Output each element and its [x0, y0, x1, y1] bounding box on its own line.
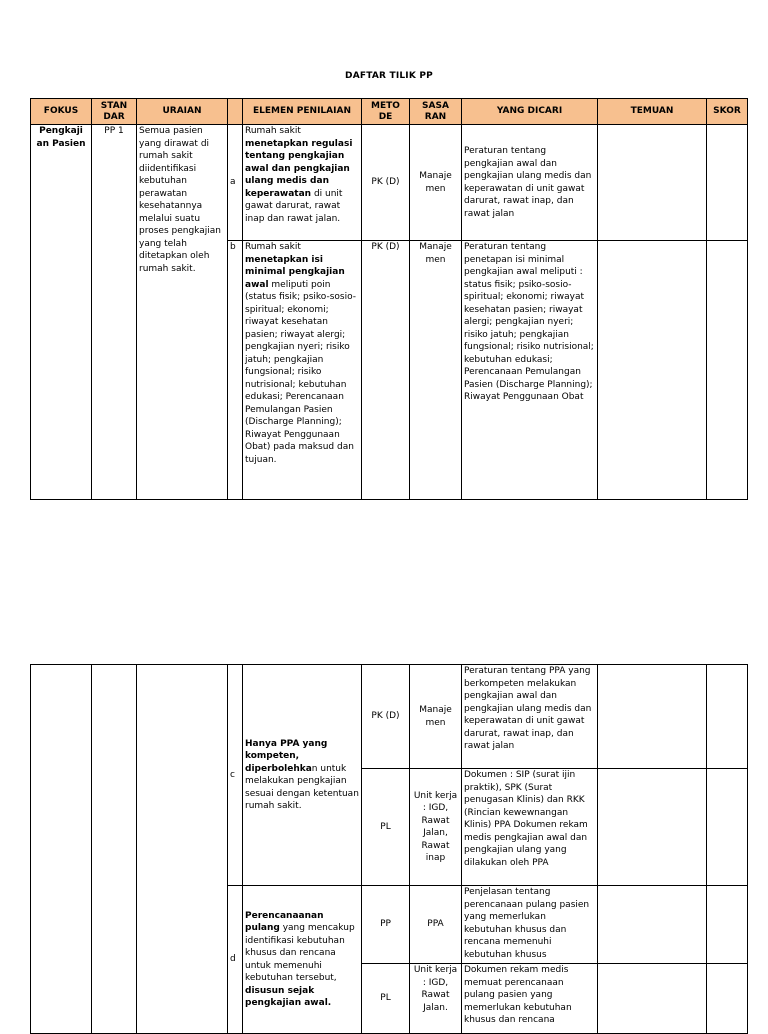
dicari-d1: Penjelasan tentang perencanaan pulang pasien yang memerlukan kebutuhan khusus dan rencana memenuhi kebutuhan khusus: [462, 886, 598, 964]
checklist-table-1: [30, 98, 748, 500]
skor-c2[interactable]: [707, 769, 748, 886]
sasaran-c2: Unit kerja : IGD, Rawat Jalan, Rawat inap: [410, 769, 462, 886]
elemen-b: Rumah sakit menetapkan isi minimal pengkajian awal meliputi poin (status fisik; psiko-sosio-spiritual; ekonomi; riwayat kesehatan pasien; riwayat alergi; pengkajian nyeri; risiko jatuh; pengkajian fungsional; risiko nutrisional; kebutuhan edukasi; Perencanaan Pemulangan Pasien (Discharge Planning); Riwayat Penggunaan Obat) pada maksud dan tujuan.: [243, 241, 362, 500]
temuan-d1[interactable]: [598, 886, 707, 964]
fokus-cell: [31, 125, 92, 500]
checklist-table-2: [30, 664, 748, 1034]
dicari-c2: Dokumen : SIP (surat ijin praktik), SPK (Surat penugasan Klinis) dan RKK (Rincian kewewnangan Klinis) PPA Dokumen rekam medis pengkajian awal dan pengkajian ulang yang dilakukan oleh PPA: [462, 769, 598, 886]
metode-b: PK (D): [362, 241, 410, 500]
temuan-b[interactable]: [598, 241, 707, 500]
elemen-c: Hanya PPA yang kompeten, diperbolehkan untuk melakukan pengkajian sesuai dengan ketentuan rumah sakit.: [243, 665, 362, 886]
table-row-c1: [31, 665, 748, 769]
header-sasaran: SASA RAN: [410, 99, 462, 125]
header-elemen-penilaian: ELEMEN PENILAIAN: [243, 99, 362, 125]
sasaran-d2: Unit kerja : IGD, Rawat Jalan.: [410, 964, 462, 1034]
sasaran-c1: Manaje men: [410, 665, 462, 769]
table-row-a: [31, 125, 748, 241]
header-ep-letter: [228, 99, 243, 125]
ep-letter-a: a: [228, 125, 243, 241]
skor-b[interactable]: [707, 241, 748, 500]
header-skor: SKOR: [707, 99, 748, 125]
fokus-text: Pengkaji an Pasien: [36, 126, 86, 149]
metode-a: PK (D): [362, 125, 410, 241]
dicari-a: Peraturan tentang pengkajian awal dan pengkajian ulang medis dan keperawatan di unit gawat darurat, rawat inap, dan rawat jalan: [462, 125, 598, 241]
fokus-cell-cont: [31, 665, 92, 1034]
sasaran-d1: PPA: [410, 886, 462, 964]
skor-d1[interactable]: [707, 886, 748, 964]
dicari-b: Peraturan tentang penetapan isi minimal pengkajian awal meliputi : status fisik; psiko-sosio-spiritual; ekonomi; riwayat kesehatan pasien; riwayat alergi; pengkajian nyeri; risiko jatuh; pengkajian fungsional; risiko nutrisional; kebutuhan edukasi; Perencanaan Pemulangan Pasien (Discharge Planning); Riwayat Penggunaan Obat: [462, 241, 598, 500]
ep-letter-d: d: [228, 886, 243, 1034]
header-uraian: URAIAN: [137, 99, 228, 125]
skor-d2[interactable]: [707, 964, 748, 1034]
document-title: DAFTAR TILIK PP: [345, 71, 433, 81]
sasaran-b: Manaje men: [410, 241, 462, 500]
dicari-d2: Dokumen rekam medis memuat perencanaan pulang pasien yang memerlukan kebutuhan khusus dan rencana: [462, 964, 598, 1034]
elemen-d: Perencanaanan pulang yang mencakup identifikasi kebutuhan khusus dan rencana untuk memenuhi kebutuhan tersebut, disusun sejak pengkajian awal.: [243, 886, 362, 1034]
header-standar: STAN DAR: [92, 99, 137, 125]
skor-a[interactable]: [707, 125, 748, 241]
temuan-a[interactable]: [598, 125, 707, 241]
skor-c1[interactable]: [707, 665, 748, 769]
ep-letter-c: c: [228, 665, 243, 886]
temuan-d2[interactable]: [598, 964, 707, 1034]
dicari-c1: Peraturan tentang PPA yang berkompeten melakukan pengkajian awal dan pengkajian ulang medis dan keperawatan di unit gawat darurat, rawat inap, dan rawat jalan: [462, 665, 598, 769]
metode-d1: PP: [362, 886, 410, 964]
elemen-a: Rumah sakit menetapkan regulasi tentang pengkajian awal dan pengkajian ulang medis dan keperawatan di unit gawat darurat, rawat inap dan rawat jalan.: [243, 125, 362, 241]
metode-c2: PL: [362, 769, 410, 886]
header-metode: METO DE: [362, 99, 410, 125]
uraian-cell: Semua pasien yang dirawat di rumah sakit diidentifikasi kebutuhan perawatan kesehatannya melalui suatu proses pengkajian yang telah ditetapkan oleh rumah sakit.: [137, 125, 228, 500]
standar-cell-cont: [92, 665, 137, 1034]
standar-cell: PP 1: [92, 125, 137, 500]
metode-d2: PL: [362, 964, 410, 1034]
table-header-row: [31, 99, 748, 125]
temuan-c2[interactable]: [598, 769, 707, 886]
uraian-cell-cont: [137, 665, 228, 1034]
header-fokus: FOKUS: [31, 99, 92, 125]
header-temuan: TEMUAN: [598, 99, 707, 125]
header-yang-dicari: YANG DICARI: [462, 99, 598, 125]
sasaran-a: Manaje men: [410, 125, 462, 241]
temuan-c1[interactable]: [598, 665, 707, 769]
ep-letter-b: b: [228, 241, 243, 500]
metode-c1: PK (D): [362, 665, 410, 769]
